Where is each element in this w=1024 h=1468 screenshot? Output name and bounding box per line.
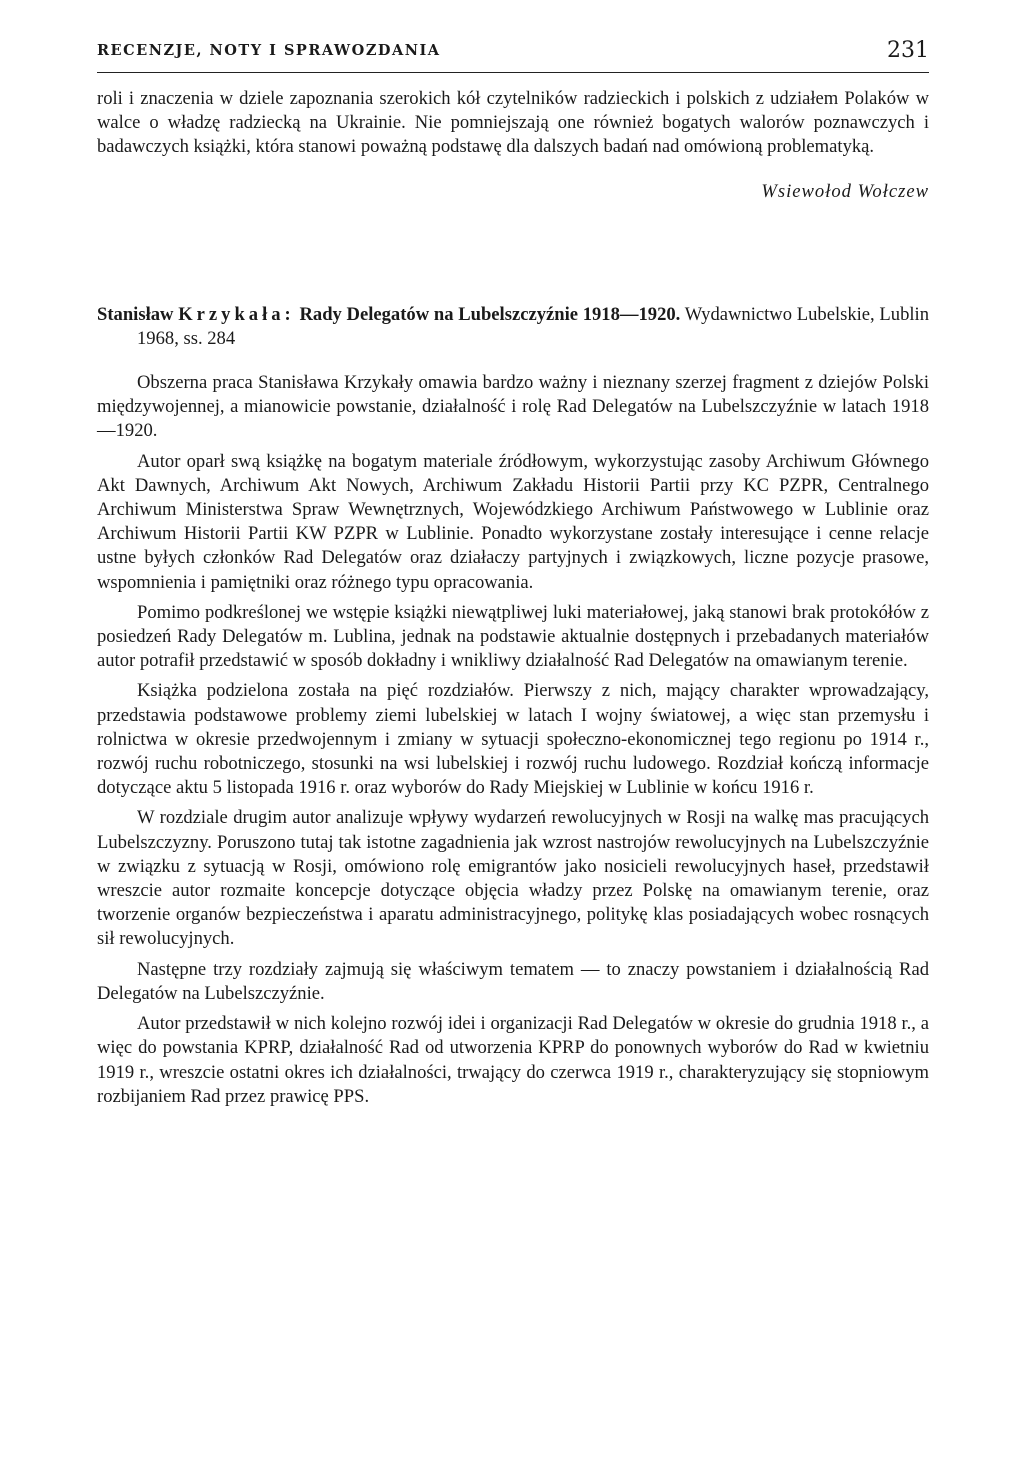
publication-details: Wydawnictwo Lubelskie, Lublin 1968, ss. 284	[137, 303, 929, 349]
running-title: RECENZJE, NOTY I SPRAWOZDANIA	[97, 42, 441, 59]
review-paragraph: Autor oparł swą książkę na bogatym materiale źródłowym, wykorzystując zasoby Archiwum Głównego Akt Dawnych, Archiwum Akt Nowych, Archiwum Zakładu Historii Partii przy KC PZPR, Centralnego Archiwum Ministerstwa Spraw Wewnętrznych, Wojewódzkiego Archiwum Państwowego w Lublinie oraz Archiwum Historii Partii KW PZPR w Lublinie. Ponadto wykorzystane zostały interesujące i cenne relacje ustne byłych członków Rad Delegatów oraz działaczy partyjnych i związkowych, liczne pozycje prasowe, wspomnienia i pamiętniki oraz różnego typu opracowania.	[97, 450, 929, 593]
previous-review-closing-paragraph: roli i znaczenia w dziele zapoznania szerokich kół czytelników radzieckich i polskich z udziałem Polaków w walce o władzę radziecką na Ukrainie. Nie pomniejszają one również bogatych walorów poznawczych i badawczych książki, która stanowi poważną podstawę dla dalszych badań nad omówioną problematyką.	[97, 88, 929, 158]
running-header	[97, 38, 929, 73]
page-number: 231	[887, 38, 929, 63]
review-paragraph: Autor przedstawił w nich kolejno rozwój idei i organizacji Rad Delegatów w okresie do grudnia 1918 r., a więc do powstania KPRP, działalność Rad od utworzenia KPRP do ponownych wyborów do Rad w kwietniu 1919 r., wreszcie ostatni okres ich działalności, trwający do czerwca 1919 r., charakteryzujący się stopniowym rozbijaniem Rad przez prawicę PPS.	[97, 1013, 929, 1107]
reviewed-book-title: Rady Delegatów na Lubelszczyźnie 1918—1920.	[299, 303, 681, 325]
review-paragraph: Obszerna praca Stanisława Krzykały omawia bardzo ważny i nieznany szerzej fragment z dziejów Polski międzywojennej, a mianowicie powstanie, działalność i rolę Rad Delegatów na Lubelszczyźnie w latach 1918—1920.	[97, 372, 929, 442]
reviewed-author-last-name: Krzykała:	[178, 303, 295, 325]
review-paragraph: Pomimo podkreślonej we wstępie książki niewątpliwej luki materiałowej, jaką stanowi brak protokółów z posiedzeń Rady Delegatów m. Lublina, jednak na podstawie aktualnie dostępnych i przebadanych materiałów autor potrafił przedstawić w sposób dokładny i wnikliwy działalność Rad Delegatów na omawianym terenie.	[97, 601, 929, 672]
document-page	[97, 38, 929, 1109]
reviewer-signature: Wsiewołod Wołczew	[761, 180, 929, 202]
review-paragraph: Następne trzy rozdziały zajmują się właściwym tematem — to znaczy powstaniem i działalnością Rad Delegatów na Lubelszczyźnie.	[97, 958, 929, 1004]
review-paragraph: W rozdziale drugim autor analizuje wpływy wydarzeń rewolucyjnych w Rosji na walkę mas pracujących Lubelszczyzny. Poruszono tutaj tak istotne zagadnienia jak wzrost nastrojów rewolucyjnych na Lubelszczyźnie w związku z sytuacją w Rosji, omówiono rolę emigrantów jako nosicieli rewolucyjnych haseł, przedstawił wreszcie autor rozmaite koncepcje dotyczące objęcia władzy przez Polskę na omawianym terenie, oraz tworzenie organów bezpieczeństwa i aparatu administracyjnego, politykę klas posiadających wobec rosnących sił rewolucyjnych.	[97, 807, 929, 950]
review-body	[97, 371, 929, 1109]
review-paragraph: Książka podzielona została na pięć rozdziałów. Pierwszy z nich, mający charakter wprowadzający, przedstawia podstawowe problemy ziemi lubelskiej w latach I wojny światowej, a więc stan przemysłu i rolnictwa w okresie przedwojennym i zmiany w sytuacji społeczno-ekonomicznej tego regionu po 1914 r., rozwój ruchu robotniczego, stosunki na wsi lubelskiej i rozwój ruchu ludowego. Rozdział kończą informacje dotyczące aktu 5 listopada 1916 r. oraz wyborów do Rady Miejskiej w Lublinie w końcu 1916 r.	[97, 680, 929, 799]
reviewed-author-first-name: Stanisław	[97, 303, 174, 325]
review-bibliographic-heading	[97, 303, 929, 351]
